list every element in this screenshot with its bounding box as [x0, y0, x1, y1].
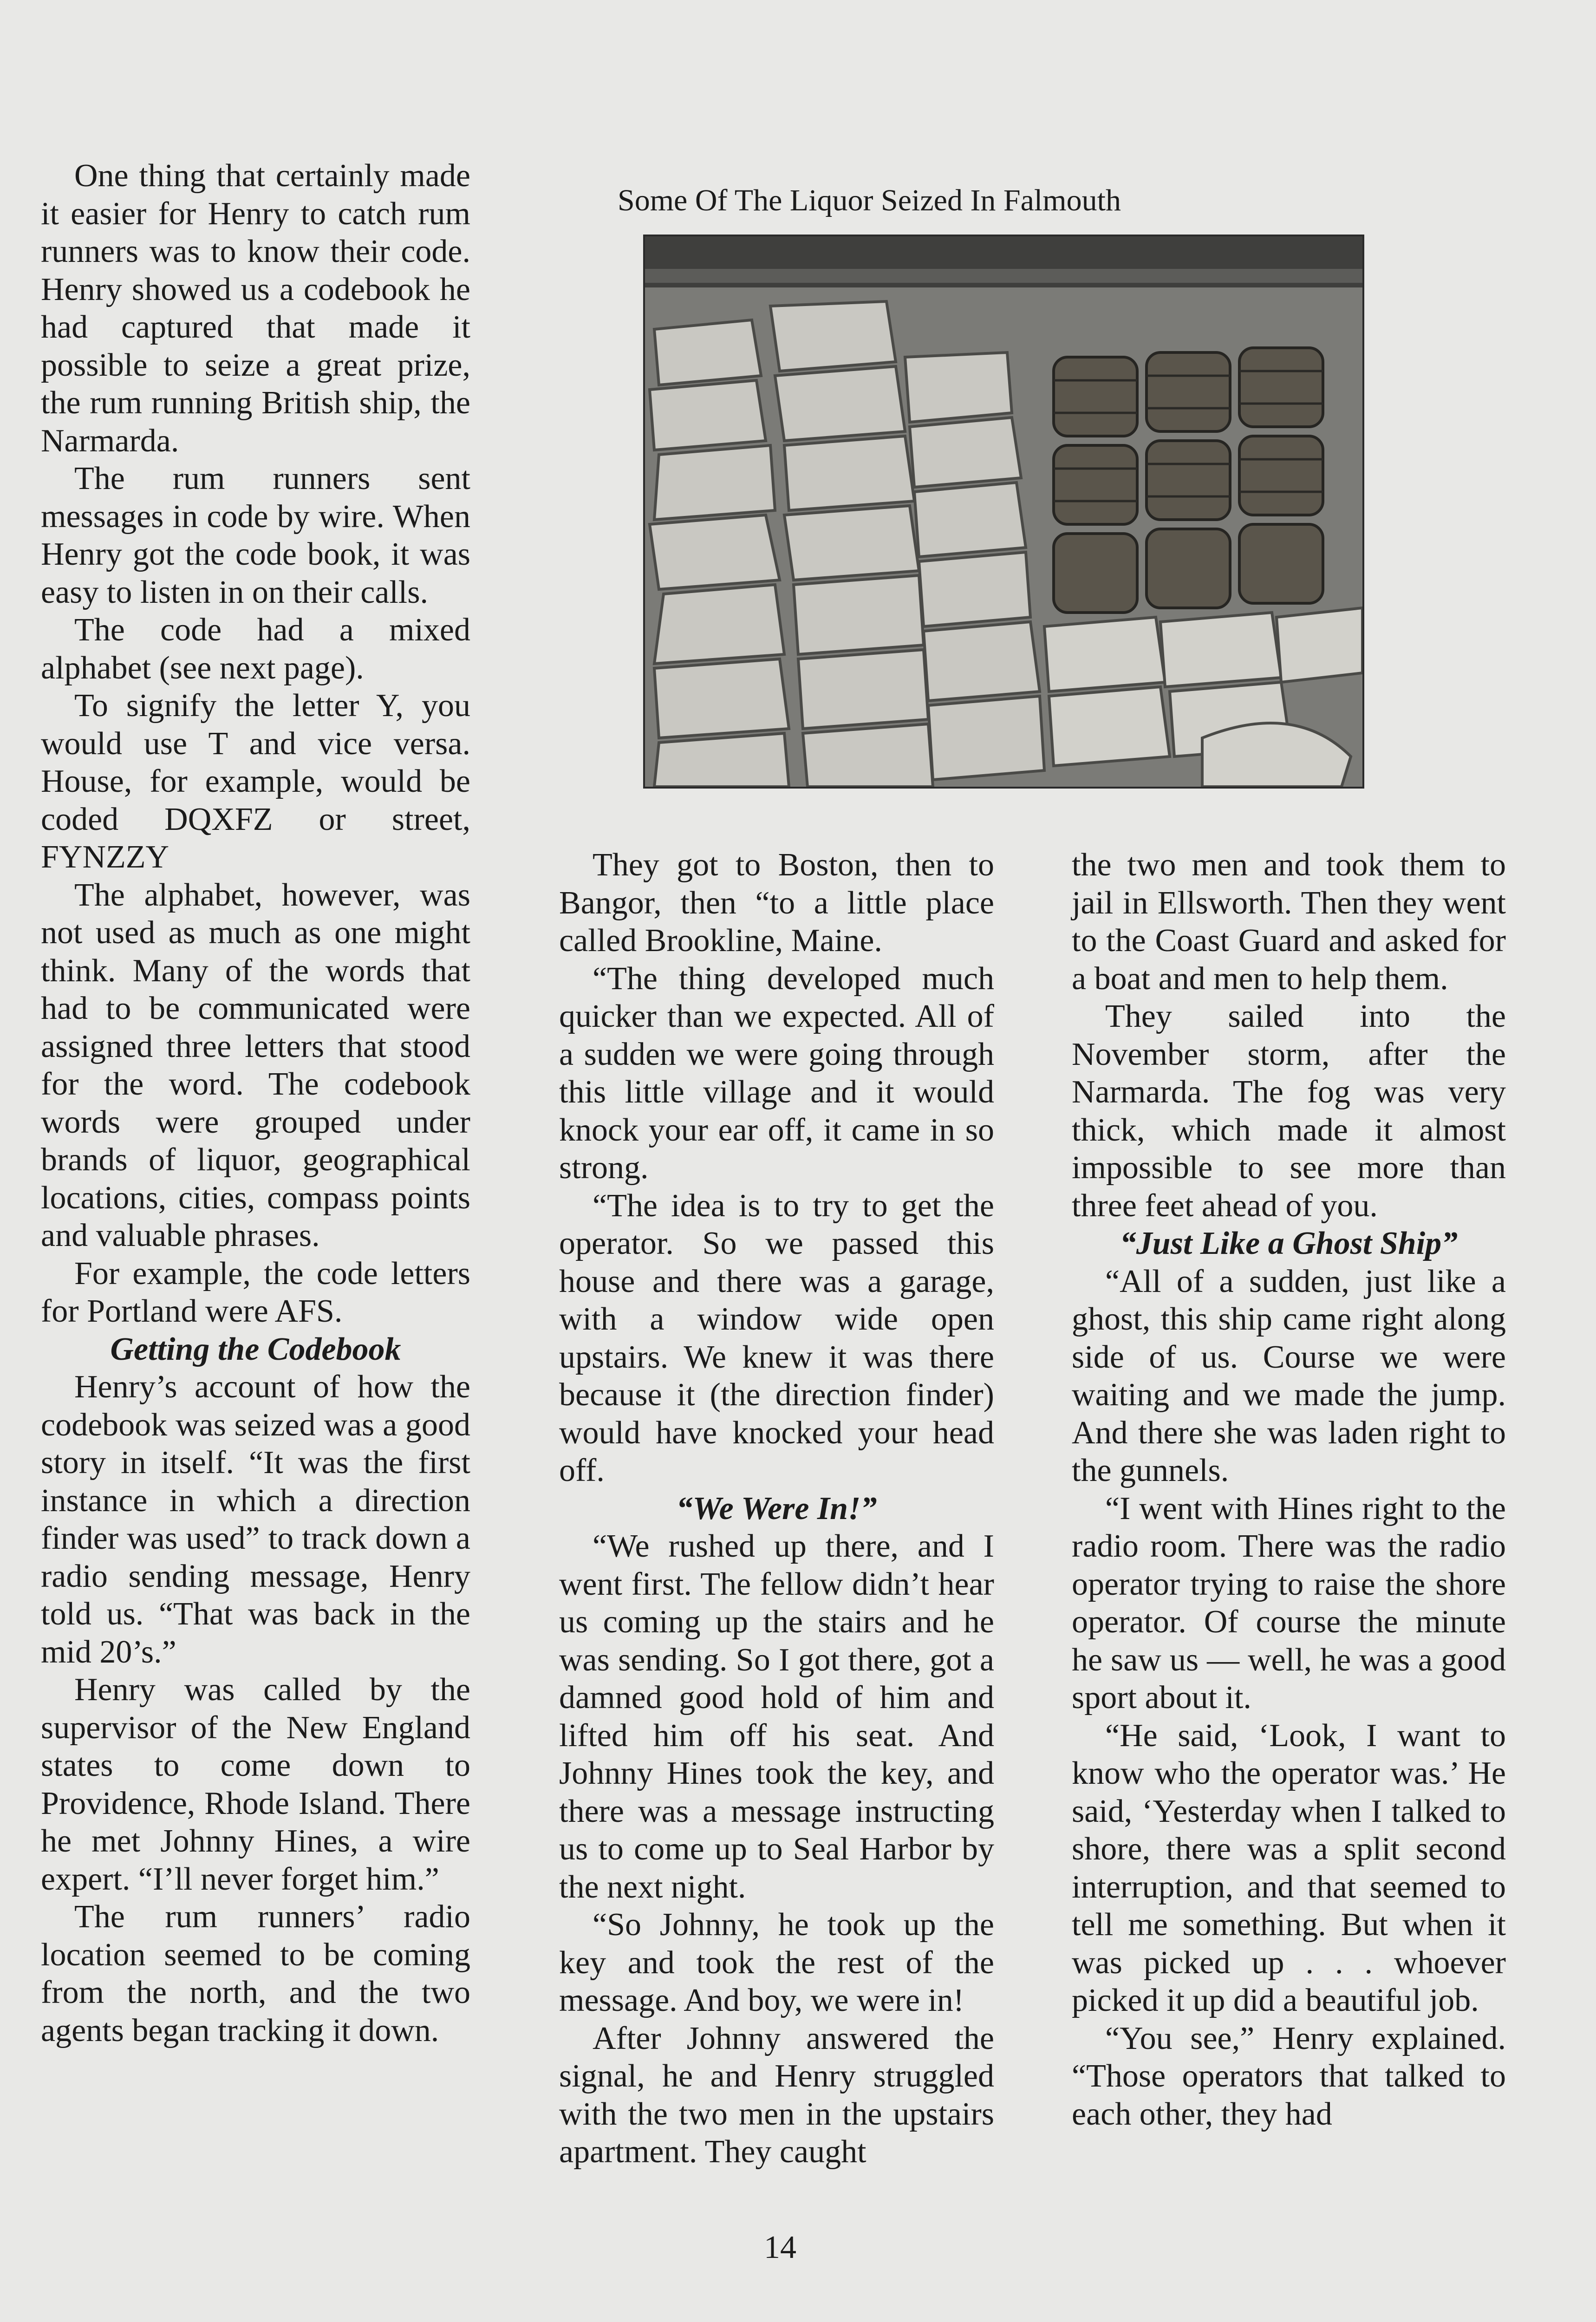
photo-caption: Some Of The Liquor Seized In Falmouth [618, 183, 1121, 217]
paragraph: Henry’s account of how the codebook was seized was a good story in itself. “It was the first instance in which a direction finder was used” to track down a radio sending message, Henry told us. “That was back in the mid 20’s.” [41, 1369, 470, 1670]
paragraph: To signify the letter Y, you would use T and vice versa. House, for example, would be coded DQXFZ or street, FYNZZY [41, 688, 470, 875]
page-number: 14 [764, 2230, 796, 2265]
article-column-right [1072, 846, 1506, 2133]
paragraph: They got to Boston, then to Bangor, then “to a little place called Brookline, Maine. [559, 847, 994, 959]
paragraph: “So Johnny, he took up the key and took the rest of the message. And boy, we were in! [559, 1907, 994, 2018]
paragraph: For example, the code letters for Portland were AFS. [41, 1255, 470, 1329]
paragraph: “The idea is to try to get the operator. So we passed this house and there was a garage, with a window wide open upstairs. We knew it was there because it (the direction finder) would have knocked your head off. [559, 1187, 994, 1488]
paragraph: “We rushed up there, and I went first. The fellow didn’t hear us coming up the stairs and he was sending. So I got there, got a damned good hold of him and lifted him off his seat. And Johnny Hines took the key, and there was a message instructing us to come up to Seal Harbor by the next night. [559, 1528, 994, 1905]
article-column-middle [559, 846, 994, 2171]
seized-liquor-photo-illustration [645, 236, 1362, 787]
subheading: “We Were In!” [676, 1490, 877, 1526]
paragraph: “All of a sudden, just like a ghost, this ship came right along side of us. Course we were waiting and we made the jump. And there she was laden right to the gunnels. [1072, 1263, 1506, 1488]
seized-liquor-photo [643, 235, 1364, 789]
paragraph: They sailed into the November storm, after the Narmarda. The fog was very thick, which made it almost impossible to see more than three feet ahead of you. [1072, 998, 1506, 1224]
article-column-left [41, 157, 470, 2049]
paragraph: “The thing developed much quicker than we expected. All of a sudden we were going through this little village and it would knock your ear off, it came in so strong. [559, 960, 994, 1186]
paragraph: The alphabet, however, was not used as much as one might think. Many of the words that had to be communicated were assigned three letters that stood for the word. The codebook words were grouped under brands of liquor, geographical locations, cities, compass points and valuable phrases. [41, 877, 470, 1253]
paragraph: After Johnny answered the signal, he and Henry struggled with the two men in the upstairs apartment. They caught [559, 2020, 994, 2170]
paragraph: “I went with Hines right to the radio room. There was the radio operator trying to raise the shore operator. Of course the minute he saw us — well, he was a good sport about it. [1072, 1490, 1506, 1715]
paragraph: The rum runners sent messages in code by wire. When Henry got the code book, it was easy to listen in on their calls. [41, 461, 470, 610]
paragraph: One thing that certainly made it easier for Henry to catch rum runners was to know their code. Henry showed us a codebook he had captured that made it possible to seize a great prize, the rum running British ship, the Narmarda. [41, 158, 470, 459]
paragraph: Henry was called by the supervisor of the New England states to come down to Providence, Rhode Island. There he met Johnny Hines, a wire expert. “I’ll never forget him.” [41, 1672, 470, 1897]
subheading: “Just Like a Ghost Ship” [1120, 1226, 1458, 1261]
paragraph: The rum runners’ radio location seemed to be coming from the north, and the two agents began tracking it down. [41, 1899, 470, 2048]
paragraph: “You see,” Henry explained. “Those operators that talked to each other, they had [1072, 2020, 1506, 2132]
paragraph: the two men and took them to jail in Ellsworth. Then they went to the Coast Guard and asked for a boat and men to help them. [1072, 847, 1506, 997]
paragraph: The code had a mixed alphabet (see next page). [41, 612, 470, 686]
paragraph: “He said, ‘Look, I want to know who the operator was.’ He said, ‘Yesterday when I talked to shore, there was a split second interruption, and that seemed to tell me something. But when it was picked up . . . whoever picked it up did a beautiful job. [1072, 1717, 1506, 2018]
subheading: Getting the Codebook [110, 1331, 401, 1367]
